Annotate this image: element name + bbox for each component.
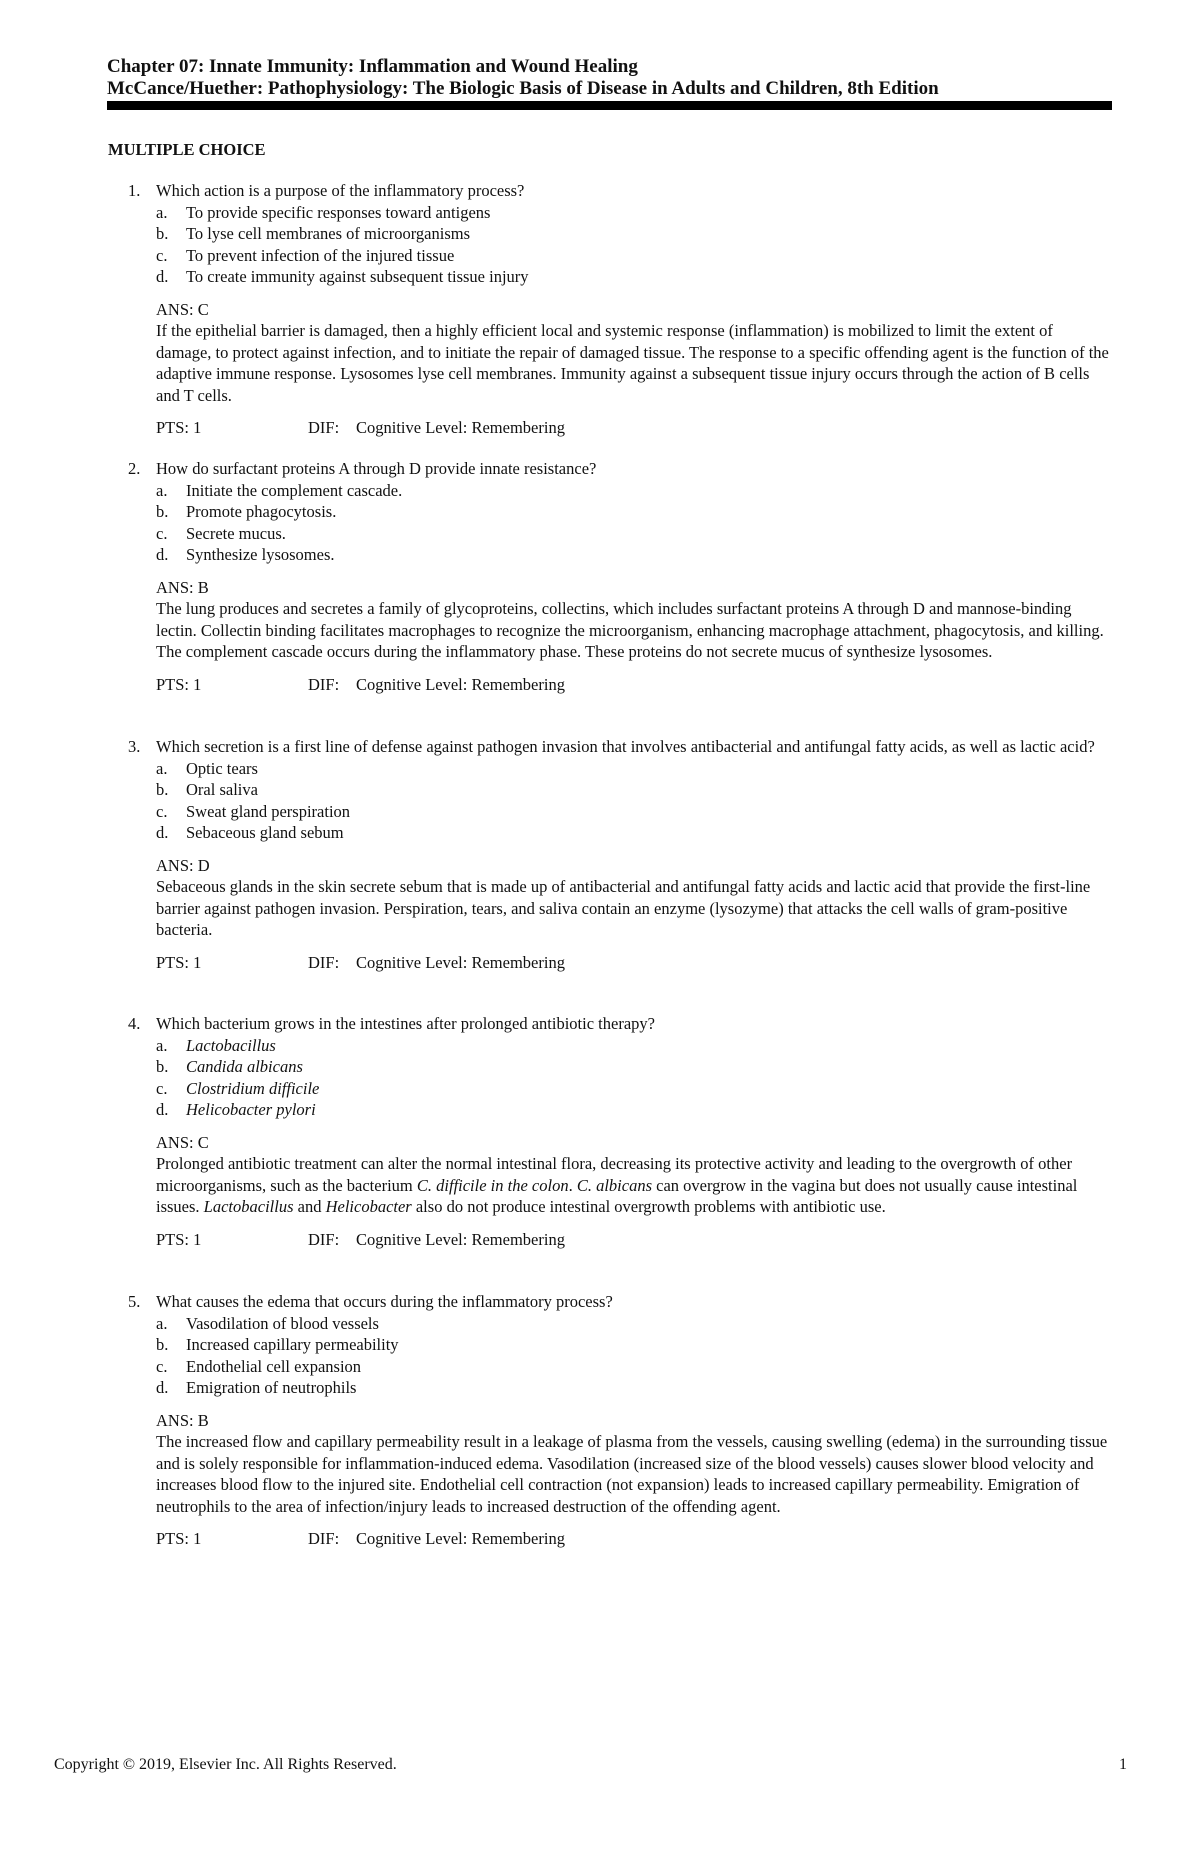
- difficulty: Cognitive Level: Remembering: [356, 418, 565, 437]
- header-rule: [107, 101, 1112, 110]
- option-a: a. Initiate the complement cascade.: [156, 480, 403, 500]
- page-number: 1: [1119, 1756, 1127, 1773]
- question-number: 3.: [128, 737, 141, 756]
- difficulty: Cognitive Level: Remembering: [356, 1229, 565, 1249]
- answer-key: ANS: C: [156, 299, 209, 319]
- answer-key: ANS: D: [156, 855, 210, 875]
- option-d: d. Synthesize lysosomes.: [156, 545, 335, 564]
- question-meta: [128, 674, 1110, 696]
- difficulty: Cognitive Level: Remembering: [356, 952, 565, 972]
- rationale: Sebaceous glands in the skin secrete sebum that is made up of antibacterial and antifungal fatty acids and lactic acid that provide the first-line barrier against pathogen invasion. Perspiration, tears, and saliva contain an enzyme (lysozyme) that attacks the cell walls of gram-positive bacteria.: [156, 877, 1091, 939]
- question-stem: Which secretion is a first line of defense against pathogen invasion that involves antibacterial and antifungal fatty acids, as well as lactic acid?: [156, 737, 1095, 756]
- question-stem: Which bacterium grows in the intestines after prolonged antibiotic therapy?: [156, 1014, 655, 1033]
- points: PTS: 1: [156, 952, 202, 972]
- question-number: 1.: [128, 181, 141, 200]
- points: PTS: 1: [156, 1229, 202, 1249]
- question-number: 2.: [128, 459, 141, 478]
- option-a: a. Lactobacillus: [156, 1035, 276, 1055]
- option-d: d. Sebaceous gland sebum: [156, 823, 344, 842]
- option-d: d. To create immunity against subsequent tissue injury: [156, 267, 529, 286]
- rationale: The lung produces and secretes a family of glycoproteins, collectins, which includes surfactant proteins A through D and mannose-binding lectin. Collectin binding facilitates macrophages to recognize the microorganism, enhancing macrophage attachment, phagocytosis, and killing. The complement cascade occurs during the inflammatory phase. These proteins do not secrete mucus of synthesize lysosomes.: [156, 599, 1104, 661]
- difficulty: Cognitive Level: Remembering: [356, 1529, 565, 1548]
- question-meta: [128, 952, 1110, 974]
- option-b: b. To lyse cell membranes of microorganisms: [156, 224, 471, 243]
- option-a: a. Optic tears: [156, 758, 258, 778]
- option-c: c. To prevent infection of the injured tissue: [156, 245, 455, 265]
- question-2: [128, 458, 1110, 695]
- question-meta: [128, 1528, 1110, 1550]
- option-c: c. Clostridium difficile: [156, 1078, 320, 1098]
- copyright-notice: Copyright © 2019, Elsevier Inc. All Rights Reserved.: [54, 1756, 397, 1773]
- chapter-title: Chapter 07: Innate Immunity: Inflammation and Wound Healing: [107, 56, 638, 77]
- difficulty-label: DIF:: [308, 418, 340, 437]
- option-d: d. Emigration of neutrophils: [156, 1378, 357, 1397]
- question-meta: [128, 1229, 1110, 1251]
- question-stem: What causes the edema that occurs during the inflammatory process?: [156, 1292, 613, 1311]
- answer-key: ANS: B: [156, 1410, 209, 1430]
- answer-key: ANS: C: [156, 1132, 209, 1152]
- difficulty-label: DIF:: [308, 1229, 340, 1249]
- points: PTS: 1: [156, 674, 202, 694]
- option-b: b. Increased capillary permeability: [156, 1335, 399, 1354]
- difficulty: Cognitive Level: Remembering: [356, 674, 565, 694]
- option-c: c. Secrete mucus.: [156, 523, 286, 543]
- points: PTS: 1: [156, 418, 202, 437]
- question-stem: Which action is a purpose of the inflammatory process?: [156, 181, 525, 200]
- option-d: d. Helicobacter pylori: [156, 1100, 316, 1119]
- rationale: Prolonged antibiotic treatment can alter the normal intestinal flora, decreasing its protective activity and leading to the overgrowth of other microorganisms, such as the bacterium C. difficile in the colon. C. albicans can overgrow in the vagina but does not usually cause intestinal issues. Lactobacillus and Helicobacter also do not produce intestinal overgrowth problems with antibiotic use.: [156, 1154, 1078, 1216]
- option-a: a. Vasodilation of blood vessels: [156, 1313, 379, 1333]
- points: PTS: 1: [156, 1529, 202, 1548]
- difficulty-label: DIF:: [308, 674, 340, 694]
- difficulty-label: DIF:: [308, 952, 340, 972]
- question-1: [128, 180, 1110, 439]
- question-stem: How do surfactant proteins A through D provide innate resistance?: [156, 459, 597, 478]
- option-a: a. To provide specific responses toward antigens: [156, 202, 491, 222]
- book-title: McCance/Huether: Pathophysiology: The Biologic Basis of Disease in Adults and Children, 8th Edition: [107, 78, 939, 99]
- rationale: If the epithelial barrier is damaged, then a highly efficient local and systemic response (inflammation) is mobilized to limit the extent of damage, to protect against infection, and to initiate the repair of damaged tissue. The response to a specific offending agent is the function of the adaptive immune response. Lysosomes lyse cell membranes. Immunity against a subsequent tissue injury occurs through the action of B cells and T cells.: [156, 321, 1109, 405]
- rationale: The increased flow and capillary permeability result in a leakage of plasma from the vessels, causing swelling (edema) in the surrounding tissue and is solely responsible for inflammation-induced edema. Vasodilation (increased size of the blood vessels) causes slower blood velocity and increases blood flow to the injured site. Endothelial cell contraction (not expansion) leads to increased capillary permeability. Emigration of neutrophils to the area of infection/injury leads to increased destruction of the offending agent.: [156, 1432, 1108, 1516]
- answer-key: ANS: B: [156, 577, 209, 597]
- question-4: [128, 1013, 1110, 1250]
- document-header: [107, 56, 1112, 100]
- question-number: 5.: [128, 1292, 141, 1311]
- question-5: [128, 1291, 1110, 1550]
- option-c: c. Sweat gland perspiration: [156, 801, 351, 821]
- question-3: [128, 736, 1110, 973]
- option-b: b. Oral saliva: [156, 780, 258, 799]
- difficulty-label: DIF:: [308, 1529, 340, 1548]
- option-c: c. Endothelial cell expansion: [156, 1356, 362, 1376]
- option-b: b. Promote phagocytosis.: [156, 502, 337, 521]
- option-b: b. Candida albicans: [156, 1057, 303, 1076]
- question-number: 4.: [128, 1014, 141, 1033]
- question-meta: [128, 417, 1110, 439]
- section-title: MULTIPLE CHOICE: [108, 140, 266, 159]
